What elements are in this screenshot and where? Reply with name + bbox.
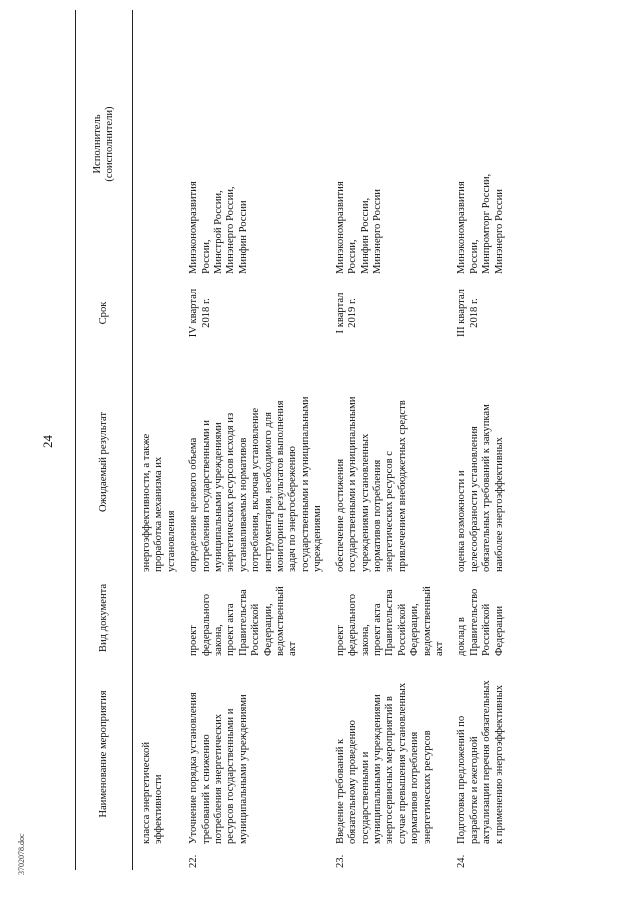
expected-result: обеспечение достижения государственными и муниципальными учреждениями установленных нормативов потребления энергетических ресурсов с привлечением внебюджетных средств: [334, 396, 408, 572]
measures-table: [75, 10, 510, 870]
page-number: 24: [40, 435, 55, 448]
document-type: доклад в Правительство Российской Федерации: [456, 588, 505, 656]
expected-result: определение целевого объема потребления государственными и муниципальными учреждениями энергетических ресурсов исходя из устанавливаемых нормативов потребления, включая установление инструментария, необходимого для мониторинга результатов выполнения задач по энергосбережению государственными и муниципальными учреждениями: [188, 396, 324, 572]
executor: Минэкономразвития России, Минпромторг России, Минэнерго России: [456, 173, 505, 274]
table-row: [450, 10, 510, 870]
table-row: [329, 10, 451, 870]
row-number: 22.: [188, 854, 200, 868]
table-header-row: [76, 10, 133, 870]
expected-result: оценка возможности и целесообразности установления обязательных требований к закупкам наиболее энергоэффективных: [456, 404, 505, 572]
header-name: Наименование мероприятия: [76, 660, 133, 848]
table-row: [182, 10, 328, 870]
expected-result: энергоэффективности, а также проработка механизма их установления: [141, 433, 177, 572]
executor: Минэкономразвития России, Минфин России, Минэнерго России: [334, 181, 383, 274]
header-doc: Вид документа: [76, 576, 133, 660]
measure-name: Уточнение порядка установления требований к снижению потребления энергетических ресурсов государственными и муниципальными учреждениями: [188, 692, 249, 844]
document-type: проект федерального закона, проект акта Правительства Российской Федерации, ведомственный акт: [334, 586, 445, 656]
deadline: IV квартал 2018 г.: [188, 288, 212, 338]
header-exec: Исполнитель (соисполнители): [76, 10, 133, 278]
header-term: Срок: [76, 278, 133, 348]
header-result: Ожидаемый результат: [76, 348, 133, 576]
header-num: [76, 848, 133, 870]
row-number: 23.: [334, 854, 346, 868]
document-footer: 3702078.doc: [17, 833, 26, 875]
deadline: I квартал 2019 г.: [334, 292, 359, 334]
executor: [133, 10, 183, 278]
rotated-table-frame: [75, 10, 635, 870]
measure-name: Введение требований к обязательному проведению государственными и муниципальными учреждениями энергосервисных мероприятий в случае превышения установленных нормативов потребления энергетических ресурсов: [334, 682, 433, 844]
deadline: [133, 278, 183, 348]
row-number: 24.: [456, 854, 468, 868]
row-number: [133, 848, 183, 870]
table-row: [133, 10, 183, 870]
measure-name: Подготовка предложений по разработке и ежегодной актуализации перечня обязательных к применению энергоэффективных: [456, 680, 505, 844]
document-type: проект федерального закона, проект акта Правительства Российской Федерации, ведомственный акт: [188, 586, 299, 656]
deadline: III квартал 2018 г.: [456, 289, 480, 337]
document-type: [133, 576, 183, 660]
measure-name: класса энергетической эффективности: [141, 741, 165, 844]
executor: Минэкономразвития России, Минстрой России, Минэнерго России, Минфин России: [188, 181, 249, 274]
